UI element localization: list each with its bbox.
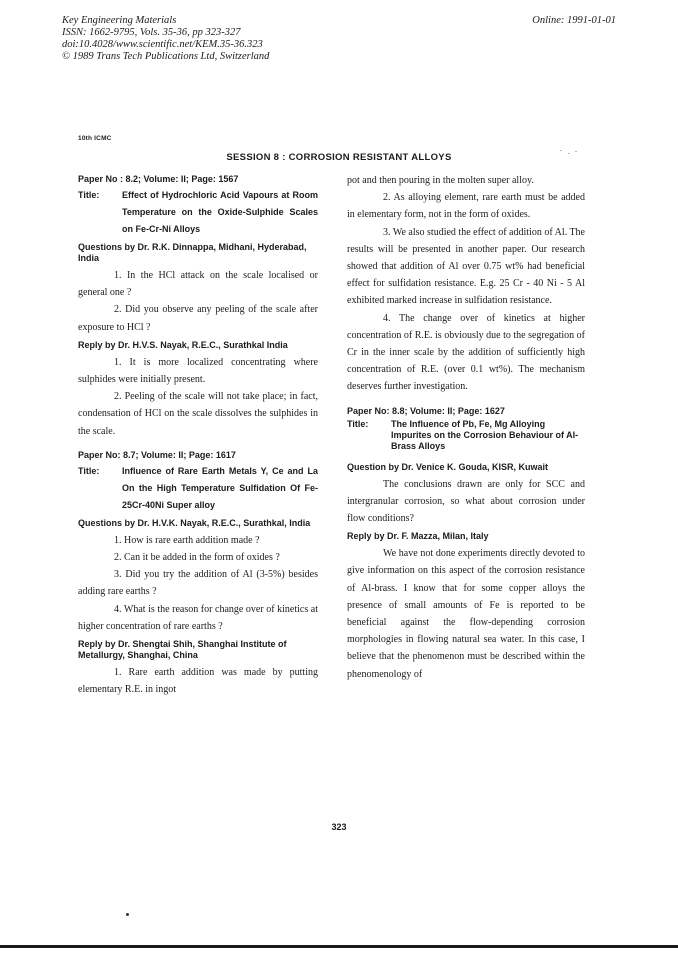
scan-dot [126,913,129,916]
publication-header [62,15,269,63]
reply-continuation: pot and then pouring in the molten super alloy. [347,175,534,186]
paper-title-block [347,419,585,452]
issn-line: ISSN: 1662-9795, Vols. 35-36, pp 323-327 [62,27,241,38]
paper-title: The Influence of Pb, Fe, Mg Alloying Impurites on the Corrosion Behaviour of Al-Brass Alloys [391,418,579,451]
question-text: 1. How is rare earth addition made ? [114,534,260,546]
right-column [347,172,585,683]
title-label: Title: [78,465,100,476]
title-label: Title: [78,190,100,200]
paper-meta: Paper No: 8.8; Volume: II; Page: 1627 [347,405,505,416]
reply-by: Reply by Dr. Shengtai Shih, Shanghai Institute of Metallurgy, Shanghai, China [78,639,287,661]
conference-label: 10th ICMC [78,135,112,142]
question-text: 2. Can it be added in the form of oxides ? [114,552,280,564]
scan-speck [568,153,570,154]
session-title: SESSION 8 : CORROSION RESISTANT ALLOYS [226,152,452,163]
journal-name: Key Engineering Materials [62,15,177,26]
reply-text: 1. It is more localized concentrating where sulphides were initially present. [78,356,318,386]
reply-by: Reply by Dr. H.V.S. Nayak, R.E.C., Surathkal India [78,339,288,350]
paper-title: Influence of Rare Earth Metals Y, Ce and La On the High Temperature Sulfidation Of Fe-25Cr-40Ni Super alloy [122,465,318,510]
question-by: Question by Dr. Venice K. Gouda, KISR, Kuwait [347,461,549,472]
question-text: 3. Did you try the addition of Al (3-5%) besides adding rare earths ? [78,569,318,598]
title-label: Title: [347,418,369,429]
reply-text: 2. As alloying element, rare earth must be added in elementary form, not in the form of oxides. [347,192,585,221]
page-number: 323 [331,822,347,832]
paper-title-block [78,463,318,514]
left-column [78,172,318,698]
reply-text: 4. The change over of kinetics at higher concentration of R.E. is obviously due to the segregation of Cr in the inner scale by the addition of sufficiently high concentration of R.E. (over 0.1 wt%). The mechanism deserves further investigation. [347,312,586,393]
paper-meta: Paper No: 8.7; Volume: II; Page: 1617 [78,449,236,460]
reply-text: 1. Rare earth addition was made by putting elementary R.E. in ingot [78,667,318,696]
paper-meta: Paper No : 8.2; Volume: II; Page: 1567 [78,174,239,184]
paper-title-block [78,187,318,238]
scan-speck [575,151,577,152]
reply-text: 2. Peeling of the scale will not take place; in fact, condensation of HCl on the scale dissolves the sulphides in the scale. [78,391,318,437]
questions-by: Questions by Dr. R.K. Dinnappa, Midhani, Hyderabad, India [78,242,307,263]
question-text: 4. What is the reason for change over of kinetics at higher concentration of rare earths ? [78,603,318,632]
questions-by: Questions by Dr. H.V.K. Nayak, R.E.C., Surathkal, India [78,517,311,528]
reply-by: Reply by Dr. F. Mazza, Milan, Italy [347,531,489,542]
reply-text: We have not done experiments directly devoted to give information on this aspect of the corrosion resistance of Al-brass. I know that for some copper alloys the presence of small amounts of Fe is reported to be beneficial against the flow-depending corrosion morphologies in flowing natural sea water. In this case, I believe that the phenomenon must be described within the phenomenology of [347,548,585,680]
bottom-rule [0,945,678,948]
reply-text: 3. We also studied the effect of addition of Al. The results will be presented in another paper. Our research showed that addition of Al over 0.75 wt% had beneficial effect for sulfidation resistance. E.g. 25 Cr - 40 Ni - 5 Al exhibited marked increase in sulfidation resistance. [347,226,585,307]
scan-speck [560,150,562,151]
question-text: The conclusions drawn are only for SCC and intergranular corrosion, so what about corrosion under flow conditions? [347,478,585,525]
online-date: Online: 1991-01-01 [532,15,616,26]
paper-title: Effect of Hydrochloric Acid Vapours at Room Temperature on the Oxide-Sulphide Scales on Fe-Cr-Ni Alloys [122,190,318,234]
copyright-line: © 1989 Trans Tech Publications Ltd, Switzerland [62,51,270,62]
doi-line: doi:10.4028/www.scientific.net/KEM.35-36.323 [62,39,263,50]
question-text: 2. Did you observe any peeling of the scale after exposure to HCl ? [78,304,318,333]
question-text: 1. In the HCl attack on the scale localised or general one ? [78,270,318,299]
